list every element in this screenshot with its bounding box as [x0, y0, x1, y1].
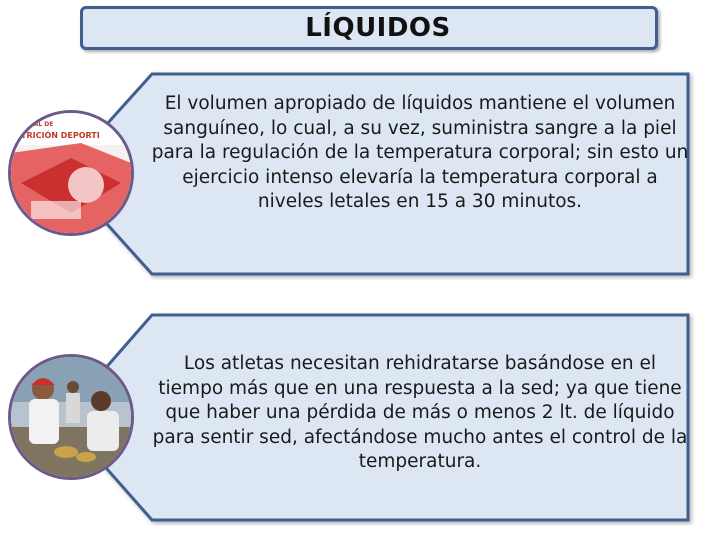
page-title: LÍQUIDOS	[305, 13, 451, 43]
svg-text:UAL DE: UAL DE	[29, 121, 54, 128]
title-box	[80, 6, 658, 50]
nutrition-book-label: TRICIÓN DEPORTI	[21, 131, 100, 140]
athletes-hydrating-image	[8, 354, 134, 480]
panel-2-text: Los atletas necesitan rehidratarse basándose en el tiempo más que en una respuesta a la sed; ya que tiene que haber una pérdida de más o menos 2 lt. de líquido para sentir sed, afectándose mucho antes el control de la temperatura.	[152, 353, 688, 472]
nutrition-book-image	[8, 110, 134, 236]
panel-1-text: El volumen apropiado de líquidos mantiene el volumen sanguíneo, lo cual, a su vez, suministra sangre a la piel para la regulación de la temperatura corporal; sin esto un ejercicio intenso elevaría la temperatura corporal a niveles letales en 15 a 30 minutos.	[151, 93, 689, 212]
